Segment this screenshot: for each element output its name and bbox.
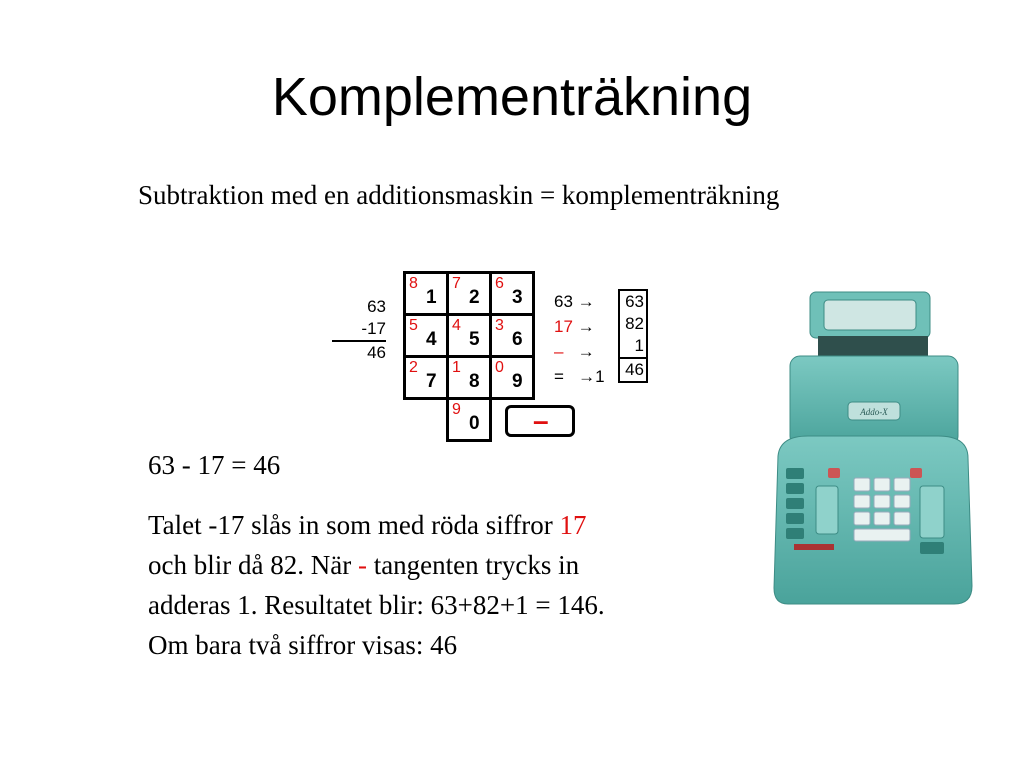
result: 46 [332, 340, 386, 364]
flow-minus: – [554, 342, 564, 361]
key-9: 0 9 [489, 355, 535, 400]
machine-brand: Addo-X [860, 407, 888, 417]
flow-b: 17 [554, 317, 573, 336]
flow-eq: = [554, 367, 564, 386]
equation: 63 - 17 = 46 [148, 450, 281, 480]
paragraph-line-1: Talet -17 slås in som med röda siffror 17 [148, 510, 587, 540]
key-4: 5 4 [403, 313, 449, 358]
paragraph-line-4: Om bara två siffror visas: 46 [148, 630, 458, 660]
key-0: 9 0 [446, 397, 492, 442]
arrow-icon: → [578, 367, 596, 386]
register-result: 46 [620, 357, 646, 381]
key-5: 4 5 [446, 313, 492, 358]
flow-a: 63 [554, 292, 573, 311]
minus-key: – [505, 405, 575, 437]
minuend: 63 [367, 297, 386, 316]
register-value: 82 [625, 314, 644, 333]
arrow-icon: → [577, 317, 595, 336]
register-value: 63 [625, 292, 644, 311]
slide-title: Komplementräkning [271, 67, 753, 127]
written-subtraction [340, 296, 386, 364]
register-display [618, 289, 648, 383]
arrow-icon: → [577, 342, 595, 361]
key-6: 3 6 [489, 313, 535, 358]
flow-carry: 1 [595, 367, 605, 386]
key-3: 6 3 [489, 271, 535, 316]
slide-subtitle: Subtraktion med en additionsmaskin = komplementräkning [138, 180, 780, 210]
key-1: 8 1 [403, 271, 449, 316]
key-7: 2 7 [403, 355, 449, 400]
paragraph-line-3: adderas 1. Resultatet blir: 63+82+1 = 146. [148, 590, 605, 620]
paragraph-line-2: och blir då 82. När - tangenten trycks in [148, 550, 580, 580]
register-value: 1 [634, 336, 644, 355]
key-8: 1 8 [446, 355, 492, 400]
key-2: 7 2 [446, 271, 492, 316]
adding-machine-image [768, 286, 976, 610]
subtrahend: -17 [361, 319, 386, 338]
arrow-icon: → [577, 292, 595, 311]
input-flow [554, 289, 605, 389]
